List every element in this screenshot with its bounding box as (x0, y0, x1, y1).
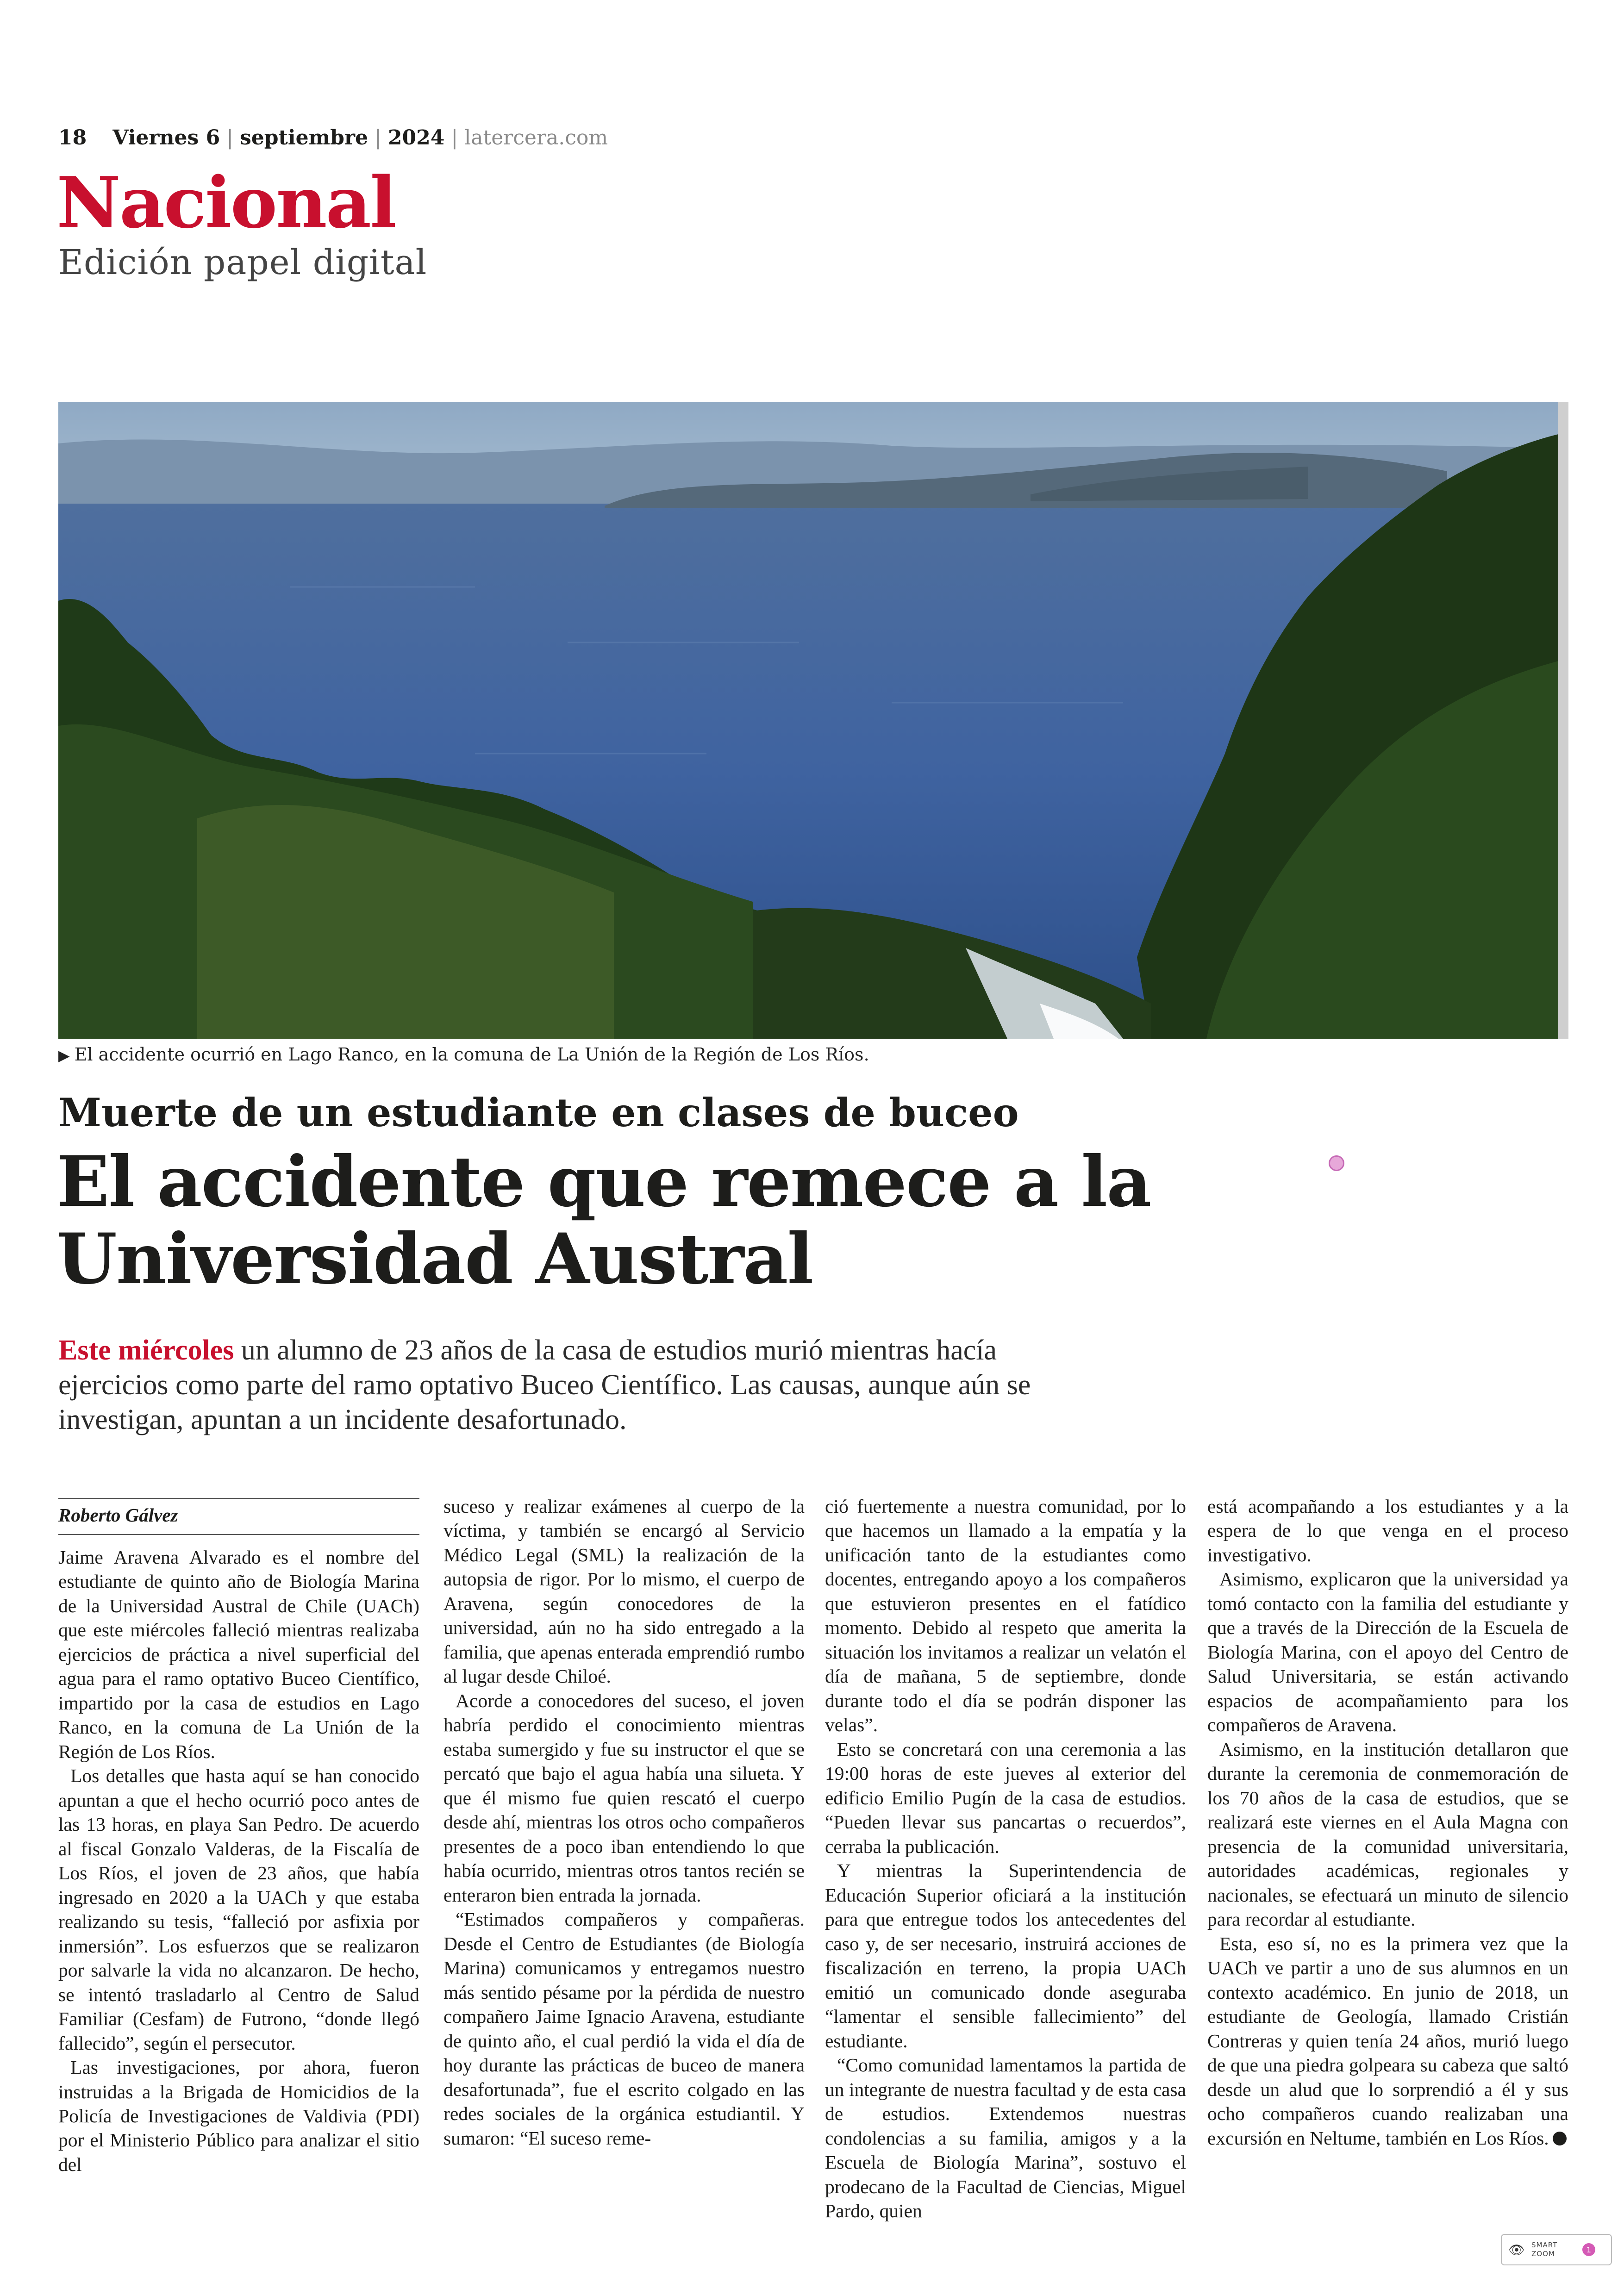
lead-text: un alumno de 23 años de la casa de estudios murió mientras hacía ejercicios como parte del ramo optativo Buceo Científico. Las causas, aunque aún se investigan, apuntan a un incidente desafortunado. (58, 1335, 1031, 1436)
smart-zoom-button[interactable] (1501, 2234, 1612, 2265)
article-column-1 (58, 1498, 419, 2177)
article-headline: El accidente que remece a la Universidad Austral (56, 1141, 1151, 1300)
paragraph: está acompañando a los estudiantes y a la espera de lo que venga en el proceso investigativo. (1207, 1496, 1568, 1565)
photo-caption (58, 1044, 869, 1065)
article-lead (58, 1333, 1077, 1437)
end-of-article-bullet-icon (1553, 2132, 1567, 2145)
site-link[interactable]: latercera.com (464, 125, 608, 150)
header-separator: | (451, 125, 458, 150)
paragraph: suceso y realizar exámenes al cuerpo de la víctima, y también se encargó al Servicio Médico Legal (SML) la realización de la autopsia de rigor. Por lo mismo, el cuerpo de Aravena, según conocedores de la universidad, aún no ha sido entregado a la familia, que apenas enterada emprendió rumbo al lugar desde Chiloé. (443, 1496, 805, 1687)
header-separator: | (375, 125, 381, 150)
section-title: Nacional (56, 161, 395, 244)
article-column-3 (825, 1494, 1186, 2223)
caption-triangle-icon: ▶ (58, 1047, 70, 1064)
article-column-2 (443, 1494, 805, 2150)
lead-photo (58, 402, 1568, 1039)
page-header (58, 121, 608, 154)
paragraph: Asimismo, en la institución detallaron que durante la ceremonia de conmemoración de los 70 años de la casa de estudios, que se realizará este viernes en el Aula Magna con presencia de la comunidad universitaria, autoridades académicas, regionales y nacionales, se efectuará un minuto de silencio para recordar al estudiante. (1207, 1738, 1568, 1930)
page-number: 18 (58, 125, 87, 150)
paragraph: Las investigaciones, por ahora, fueron instruidas a la Brigada de Homicidios de la Policía de Investigaciones de Valdivia (PDI) por el Ministerio Público para analizar el sitio del (58, 2057, 419, 2175)
byline-rule (58, 1498, 419, 1499)
annotation-dot-icon[interactable] (1329, 1155, 1344, 1171)
paragraph-last (1207, 1932, 1568, 2150)
eye-icon: 👁 (1508, 2242, 1525, 2258)
date-year: 2024 (387, 125, 445, 150)
paragraph-text: Esta, eso sí, no es la primera vez que la UACh ve partir a uno de sus alumnos en un contexto académico. En junio de 2018, un estudiante de Geología, llamado Cristián Contreras y quien tenía 24 años, murió luego de que una piedra golpeara su cabeza que saltó desde un alud que lo sorprendió a él y sus ocho compañeros cuando realizaban una excursión en Neltume, también en Los Ríos. (1207, 1933, 1568, 2149)
date-weekday: Viernes 6 (112, 125, 220, 150)
paragraph: Y mientras la Superintendencia de Educación Superior oficiará a la institución para que entregue todos los antecedentes del caso y, de ser necesario, instruirá acciones de fiscalización en terreno, la propia UACh emitió un comunicado donde aseguraba “lamentar el sensible fallecimiento” del estudiante. (825, 1860, 1186, 2052)
paragraph: Acorde a conocedores del suceso, el joven habría perdido el conocimiento mientras estaba sumergido y fue su instructor el que se percató que bajo el agua había una silueta. Y que él mismo fue quien rescató el cuerpo desde ahí, mientras los otros ocho compañeros presentes de a poco iban entendiendo lo que había ocurrido, mientras otros tantos recién se enteraron bien entrada la jornada. (443, 1690, 805, 1906)
paragraph: Asimismo, explicaron que la universidad ya tomó contacto con la familia del estudiante y que a través de la Dirección de la Escuela de Biología Marina, con el apoyo del Centro de Salud Universitaria, se están activando espacios de acompañamiento para los compañeros de Aravena. (1207, 1568, 1568, 1736)
smart-zoom-label-line1: SMART (1531, 2241, 1558, 2250)
lead-highlight: Este miércoles (58, 1335, 234, 1366)
section-subtitle: Edición papel digital (58, 243, 427, 282)
header-separator: | (226, 125, 234, 150)
smart-zoom-label-line2: ZOOM (1531, 2250, 1555, 2258)
caption-text: El accidente ocurrió en Lago Ranco, en la comuna de La Unión de la Región de Los Ríos. (74, 1044, 869, 1065)
byline: Roberto Gálvez (58, 1503, 419, 1535)
paragraph: “Estimados compañeros y compañeras. Desde el Centro de Estudiantes (de Biología Marina) comunicamos y entregamos nuestro más sentido pésame por la pérdida de nuestro compañero Jaime Ignacio Aravena, estudiante de quinto año, el cual perdió la vida el día de hoy durante las prácticas de buceo de manera desafortunada”, fue el escrito colgado en las redes sociales de la orgánica estudiantil. Y sumaron: “El suceso reme- (443, 1908, 805, 2149)
article-column-4 (1207, 1494, 1568, 2150)
smart-zoom-label (1531, 2241, 1582, 2258)
paragraph: “Como comunidad lamentamos la partida de un integrante de nuestra facultad y de esta casa de estudios. Extendemos nuestras condolencias a su familia, amigos y a la Escuela de Biología Marina”, sostuvo el prodecano de la Facultad de Ciencias, Miguel Pardo, quien (825, 2054, 1186, 2222)
date-month: septiembre (240, 125, 369, 150)
paragraph: Jaime Aravena Alvarado es el nombre del estudiante de quinto año de Biología Marina de la Universidad Austral de Chile (UACh) que este miércoles falleció mientras realizaba ejercicios de práctica a nivel superficial del agua para el ramo optativo Buceo Científico, impartido por la casa de estudios en Lago Ranco, en la comuna de La Unión de la Región de Los Ríos. (58, 1546, 419, 1762)
paragraph: Los detalles que hasta aquí se han conocido apuntan a que el hecho ocurrió poco antes de las 13 horas, en playa San Pedro. De acuerdo al fiscal Gonzalo Valderas, de la Fiscalía de Los Ríos, el joven de 23 años, que había ingresado en 2020 a la UACh y que estaba realizando su tesis, “falleció por asfixia por inmersión”. Los esfuerzos que se realizaron por salvarle la vida no alcanzaron. De hecho, se intentó trasladarlo al Centro de Salud Familiar (Cesfam) de Futrono, “donde llegó fallecido”, según el persecutor. (58, 1765, 419, 2054)
paragraph: ció fuertemente a nuestra comunidad, por lo que hacemos un llamado a la empatía y la unificación tanto de la estudiantes como docentes, entregando apoyo a los compañeros que estuvieron presentes en el fatídico momento. Debido al respeto que amerita la situación los invitamos a realizar un velatón el día de mañana, 5 de septiembre, donde durante todo el día se podrán disponer las velas”. (825, 1496, 1186, 1736)
article-kicker: Muerte de un estudiante en clases de buceo (58, 1090, 1019, 1135)
smart-zoom-badge: 1 (1582, 2243, 1595, 2256)
paragraph: Esto se concretará con una ceremonia a las 19:00 horas de este jueves al exterior del edificio Emilio Pugín de la casa de estudios. “Pueden llevar sus pancartas o recuerdos”, cerraba la publicación. (825, 1738, 1186, 1857)
